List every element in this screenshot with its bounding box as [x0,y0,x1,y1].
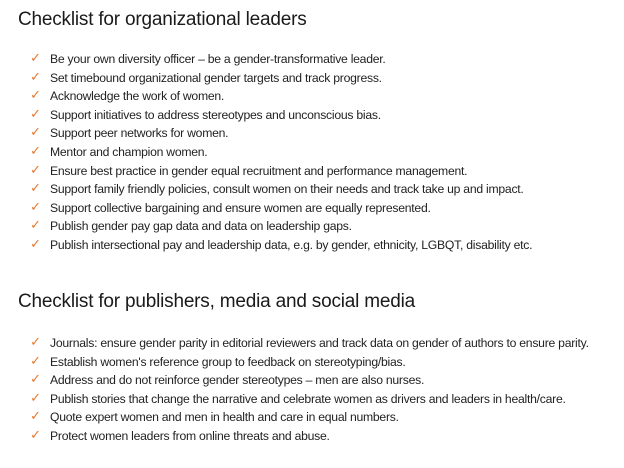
checklist-item [28,106,624,125]
checklist-item [28,87,624,106]
check-icon: ✓ [30,143,41,159]
checklist-item [28,143,624,162]
checklist-item-text: Support initiatives to address stereotypes and unconscious bias. [50,107,381,122]
checklist-item-text: Address and do not reinforce gender stereotypes – men are also nurses. [50,373,425,388]
check-icon: ✓ [30,69,41,85]
check-icon: ✓ [30,88,41,104]
checklist-item-text: Support collective bargaining and ensure women are equally represented. [50,200,431,215]
checklist-item [28,427,624,446]
checklist-item [28,371,624,390]
check-icon: ✓ [30,125,41,141]
check-icon: ✓ [30,181,41,197]
checklist-item [28,217,624,236]
checklist-item-text: Ensure best practice in gender equal recruitment and performance management. [50,163,468,178]
checklist [28,50,624,255]
checklist-item-text: Be your own diversity officer – be a gender-transformative leader. [50,52,386,66]
checklist-item [28,334,624,353]
section-heading: Checklist for organizational leaders [18,9,307,30]
check-icon: ✓ [30,335,41,350]
section-heading: Checklist for publishers, media and social media [18,291,415,312]
check-icon: ✓ [30,353,41,369]
checklist-item [28,353,624,372]
check-icon: ✓ [30,218,41,234]
check-icon: ✓ [30,199,41,215]
check-icon: ✓ [30,162,41,178]
checklist-item [28,50,624,69]
checklist-item [28,69,624,88]
checklist-item [28,408,624,427]
checklist-item-text: Publish gender pay gap data and data on leadership gaps. [50,219,352,234]
checklist-item-text: Support family friendly policies, consult women on their needs and track take up and impact. [50,182,524,197]
checklist [28,334,624,446]
checklist-item [28,236,624,255]
checklist-item-text: Protect women leaders from online threats and abuse. [50,428,330,443]
check-icon: ✓ [30,390,41,406]
checklist-item [28,162,624,181]
checklist-item-text: Acknowledge the work of women. [50,89,225,104]
checklist-item-text: Support peer networks for women. [50,126,229,141]
checklist-item-text: Journals: ensure gender parity in editorial reviewers and track data on gender of authors to ensure parity. [50,336,589,350]
checklist-item [28,199,624,218]
checklist-item [28,390,624,409]
check-icon: ✓ [30,409,41,425]
check-icon: ✓ [30,236,41,252]
checklist-item-text: Mentor and champion women. [50,144,208,159]
check-icon: ✓ [30,51,41,66]
checklist-item-text: Quote expert women and men in health and care in equal numbers. [50,410,399,425]
checklist-item-text: Establish women's reference group to feedback on stereotyping/bias. [50,354,406,369]
check-icon: ✓ [30,106,41,122]
checklist-item [28,124,624,143]
checklist-item-text: Publish stories that change the narrative and celebrate women as drivers and leaders in health/care. [50,391,566,406]
check-icon: ✓ [30,372,41,388]
checklist-item [28,180,624,199]
checklist-item-text: Set timebound organizational gender targets and track progress. [50,70,382,85]
checklist-item-text: Publish intersectional pay and leadership data, e.g. by gender, ethnicity, LGBQT, disability etc. [50,237,533,252]
check-icon: ✓ [30,427,41,443]
